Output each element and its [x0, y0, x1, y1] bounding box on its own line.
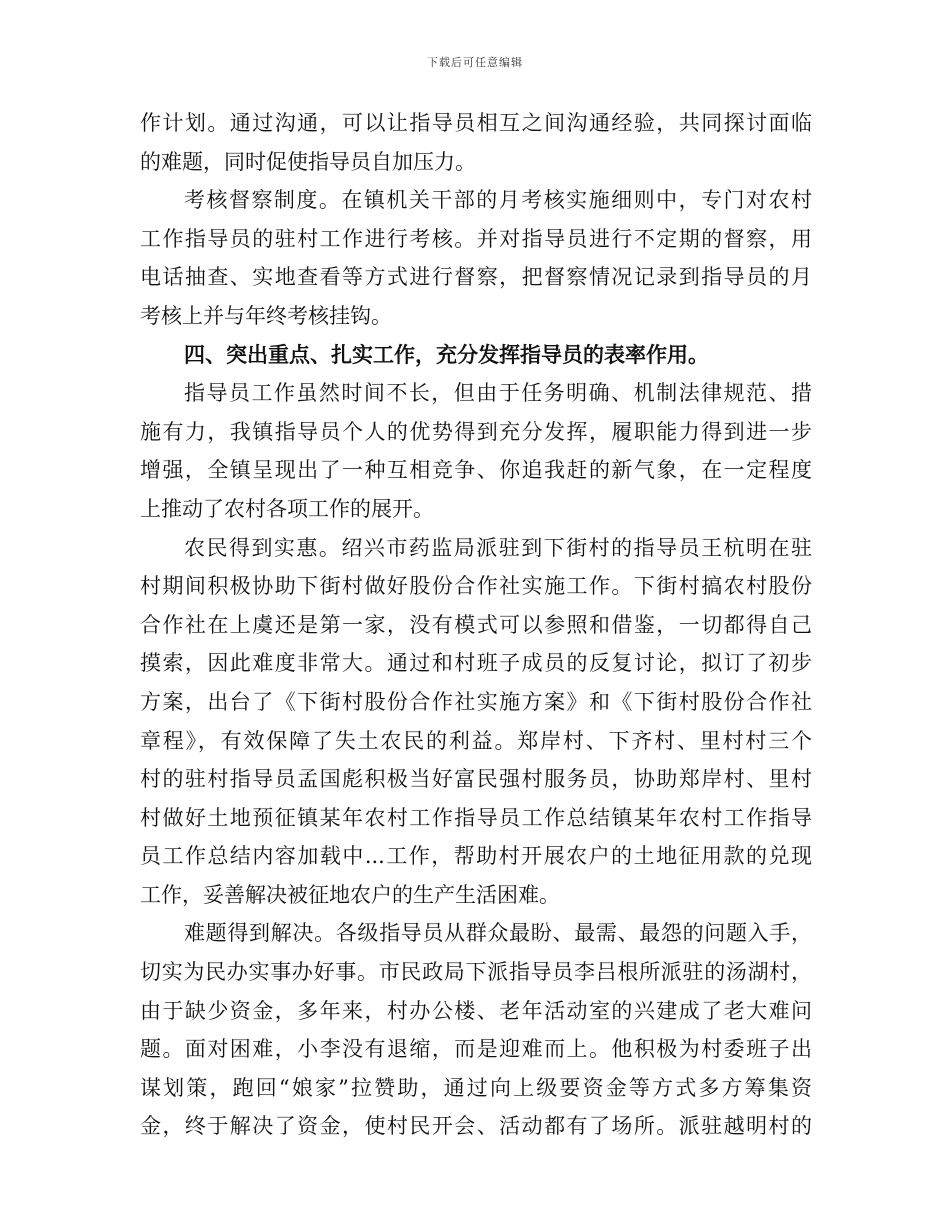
- text-line: 方案，出台了《下街村股份合作社实施方案》和《下街村股份合作社: [140, 689, 812, 714]
- text-line: 切实为民办实事办好事。市民政局下派指导员李吕根所派驻的汤湖村，: [140, 960, 812, 985]
- text-line: 难题得到解决。各级指导员从群众最盼、最需、最怨的问题入手，: [184, 921, 812, 946]
- text-line: 村的驻村指导员孟国彪积极当好富民强村服务员，协助郑岸村、里村: [140, 767, 812, 792]
- document-body: [140, 104, 812, 1146]
- text-line: 谋划策，跑回“娘家”拉赞助，通过向上级要资金等方式多方筹集资: [140, 1075, 812, 1100]
- text-line: 员工作总结内容加载中...工作，帮助村开展农户的土地征用款的兑现: [140, 844, 812, 869]
- text-line: 考核督察制度。在镇机关干部的月考核实施细则中，专门对农村: [184, 188, 812, 213]
- text-line: 农民得到实惠。绍兴市药监局派驻到下街村的指导员王杭明在驻: [184, 535, 812, 560]
- text-line: 的难题，同时促使指导员自加压力。: [140, 149, 476, 174]
- text-line: 工作，妥善解决被征地农户的生产生活困难。: [140, 882, 560, 907]
- text-line: 作计划。通过沟通，可以让指导员相互之间沟通经验，共同探讨面临: [140, 111, 812, 135]
- text-line: 由于缺少资金，多年来，村办公楼、老年活动室的兴建成了老大难问: [140, 998, 812, 1023]
- text-line: 金，终于解决了资金，使村民开会、活动都有了场所。派驻越明村的: [140, 1114, 812, 1139]
- text-line: 上推动了农村各项工作的展开。: [140, 496, 434, 521]
- text-line: 章程》，有效保障了失土农民的利益。郑岸村、下齐村、里村村三个: [140, 728, 812, 753]
- text-line: 题。面对困难，小李没有退缩，而是迎难而上。他积极为村委班子出: [140, 1037, 812, 1062]
- text-line: 摸索，因此难度非常大。通过和村班子成员的反复讨论，拟订了初步: [140, 651, 812, 676]
- text-line: 电话抽查、实地查看等方式进行督察，把督察情况记录到指导员的月: [140, 265, 812, 290]
- text-line: 施有力，我镇指导员个人的优势得到充分发挥，履职能力得到进一步: [140, 419, 812, 444]
- section-heading: 四、突出重点、扎实工作，充分发挥指导员的表率作用。: [184, 341, 709, 367]
- page-header: 下载后可任意编辑: [427, 56, 523, 69]
- text-line: 村做好土地预征镇某年农村工作指导员工作总结镇某年农村工作指导: [140, 805, 812, 830]
- text-line: 考核上并与年终考核挂钩。: [140, 303, 392, 328]
- text-line: 村期间积极协助下街村做好股份合作社实施工作。下街村搞农村股份: [140, 574, 812, 599]
- text-line: 指导员工作虽然时间不长，但由于任务明确、机制法律规范、措: [184, 381, 812, 406]
- text-line: 工作指导员的驻村工作进行考核。并对指导员进行不定期的督察，用: [140, 226, 812, 251]
- text-line: 合作社在上虞还是第一家，没有模式可以参照和借鉴，一切都得自己: [140, 612, 812, 637]
- text-line: 增强，全镇呈现出了一种互相竞争、你追我赶的新气象，在一定程度: [140, 458, 812, 483]
